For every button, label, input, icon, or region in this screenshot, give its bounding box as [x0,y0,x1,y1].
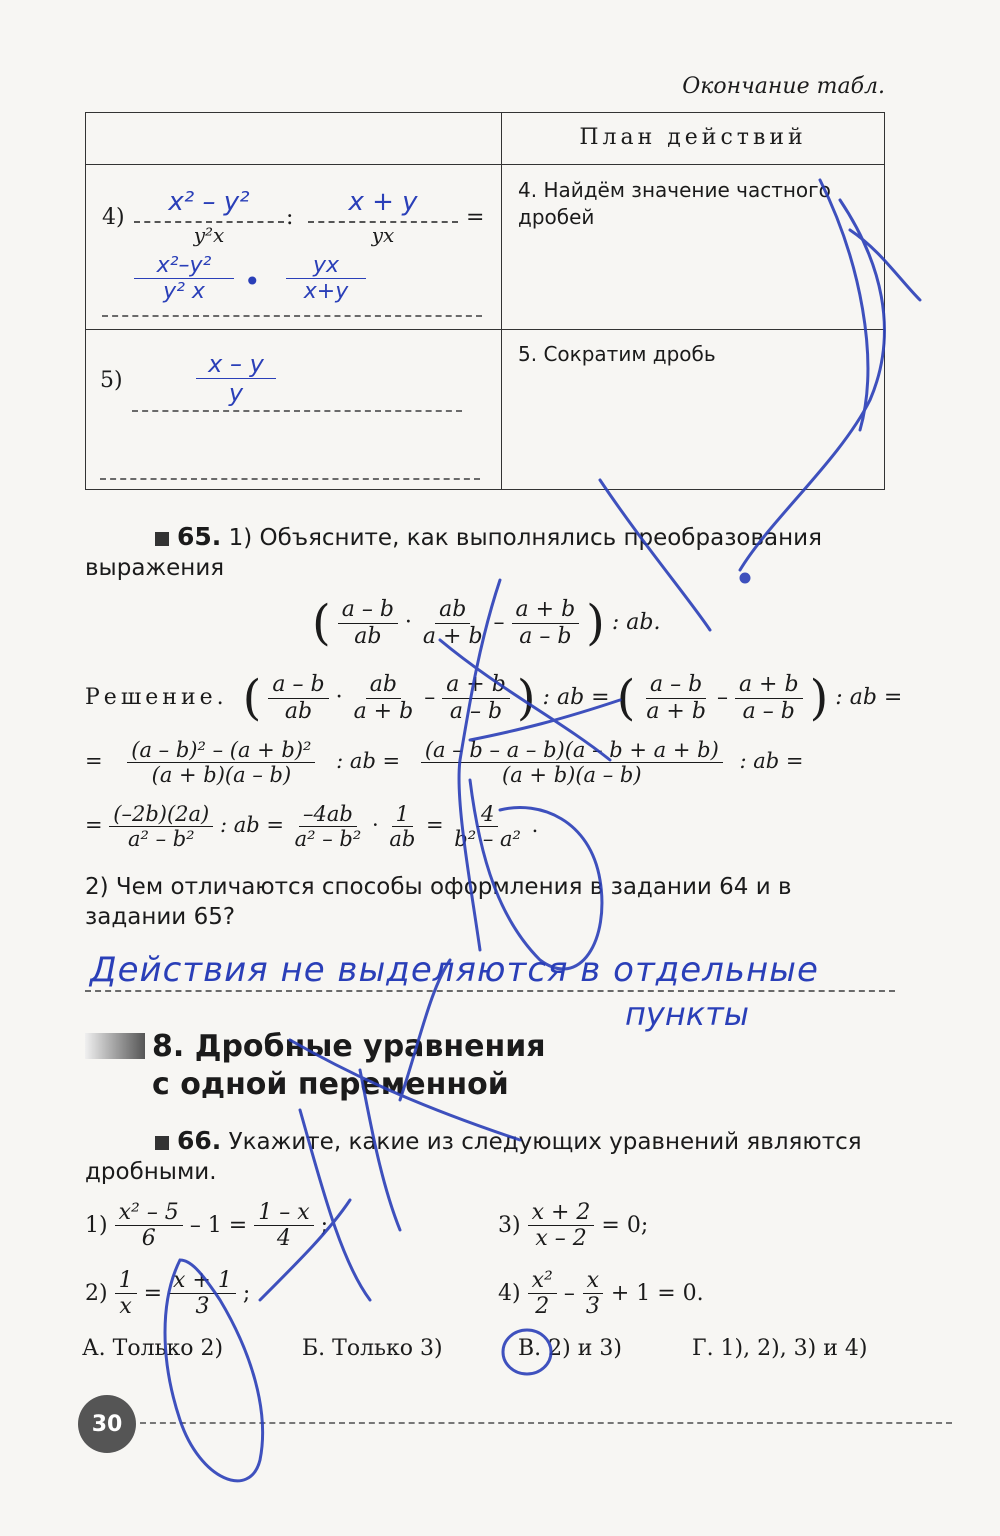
row5-hand-den: y [228,379,244,407]
page-number-badge: 30 [78,1395,136,1453]
sol1-f3-num: a + b [442,672,510,698]
sol3-f1-num: (–2b)(2a) [109,802,213,827]
sol1-fa-num: a – b [646,672,706,698]
row4-right [502,165,885,330]
task66-statement [85,1126,895,1187]
task66-number: 66. [177,1126,222,1155]
row4-frac2 [308,187,458,247]
task65-expression: ( $\frac{a - b}{ab}$ · $\frac{ab}{a + b}$ – $\frac{a + b}{a - b}$ ) : ab. [312,595,661,651]
equation-3 [498,1200,648,1252]
section-heading [152,1028,545,1104]
row4-hand2-frac1 [134,253,234,304]
eq1-mid: – 1 = [189,1212,248,1238]
sol2-end: : ab = [739,749,804,774]
row4-hand2-num2: yx [286,253,366,279]
row4-hand-num2: x + y [308,187,458,223]
row5-right [502,330,885,490]
option-d[interactable]: Г. 1), 2), 3) и 4) [692,1336,868,1361]
expr-tail: : ab. [611,610,661,635]
eq4-f1-den: 2 [535,1294,550,1320]
eq4-end: + 1 = 0. [610,1280,704,1306]
sol1-f1-num: a – b [268,672,328,698]
eq1-number: 1) [85,1212,108,1238]
row4-hand2-den1: y² x [163,279,205,304]
sol1-f1-den: ab [284,698,313,724]
sol1-end: : ab = [835,685,903,710]
eq1-f2-num: 1 – x [254,1200,313,1226]
row4-hand2-dot: • [244,265,261,298]
solution-line-1: Решение. ( $\frac{a - b}{ab}$ · $\frac{ab}{a + b}$ – $\frac{a + b}{a - b}$ ) : ab = ( $\frac{a - b}{a + b}$ – $\frac{a + b}{a - b}$ ) : ab = [85,670,903,726]
sol3-end: . [531,813,539,838]
sol3-mid: : ab = [219,813,284,838]
sol3-f2-den: a² – b² [294,827,362,852]
eq3-f1-num: x + 2 [528,1200,595,1226]
task65-number: 65. [177,522,222,551]
answer-writing-line [85,990,895,992]
row4-number: 4) [102,205,125,230]
row4-hand2-num1: x²–y² [134,253,234,279]
solution-line-2: = $\frac{\text{(a – b)² – (a + b)²}}{(a + b)(a - b)}$ : ab = $\frac{(a - b - a - b)(a - b + a + b)}{(a + b)(a - b)}$ : ab = [85,738,804,788]
continuation-note: Окончание табл. [682,74,885,99]
row5-left [86,330,502,490]
sol1-fb-den: a – b [742,698,795,724]
row4-hand2-frac2 [286,253,366,304]
eq2-number: 2) [85,1280,108,1306]
expr-f3-den: a – b [519,623,572,649]
row4-frac1 [134,187,284,247]
sol2-f1-den: (a + b)(a – b) [151,763,292,788]
sol2-f2-den: (a + b)(a – b) [502,763,642,788]
solution-label: Решение. [85,685,228,710]
table-header-right [502,113,885,165]
row4-step: 4. Найдём значение частного дробей [518,178,831,229]
eq4-number: 4) [498,1280,521,1306]
row4-left [86,165,502,330]
task65-text: 1) Объясните, как выполнялись преобразования выражения [85,525,822,581]
option-a[interactable]: А. Только 2) [82,1336,224,1361]
sol2-mid: : ab = [336,749,401,774]
solution-line-3: = $\frac{(-2b)(2a)}{\text{a² – b²}}$ : ab = $\frac{-4ab}{\text{a² – b²}}$ · $\frac{1}{ab}$ = $\frac{4}{\text{b² – a²}}$ . [85,802,539,852]
option-b[interactable]: Б. Только 3) [302,1336,443,1361]
eq1-end: ; [320,1212,329,1238]
row5-writing-line-2 [100,478,480,480]
eq3-number: 3) [498,1212,521,1238]
equation-4 [498,1268,704,1320]
expr-f2-den: a + b [422,623,483,649]
sol3-f4-num: 4 [477,802,498,827]
eq2-f1-den: x [119,1294,132,1320]
eq2-f2-num: x + 1 [169,1268,236,1294]
eq1-f2-den: 4 [276,1226,291,1252]
handwritten-answer-line-2: пункты [625,995,750,1033]
eq2-f2-den: 3 [195,1294,210,1320]
table-header-left [86,113,502,165]
row5-step: 5. Сократим дробь [518,342,716,366]
plan-table [85,112,885,490]
eq4-mid: – [563,1280,575,1306]
expr-f1-num: a – b [338,597,398,623]
eq4-f1-num: x² [528,1268,557,1294]
sol1-fa-den: a + b [646,698,706,724]
equation-2 [85,1268,250,1320]
task66-marker-icon [155,1136,169,1150]
section-number: 8. [152,1029,185,1064]
section-title-line1: Дробные уравнения [194,1029,546,1064]
sol3-f3-num: 1 [392,802,413,827]
sol3-f3-den: ab [389,827,416,852]
row5-number: 5) [100,368,123,393]
eq4-f2-num: x [583,1268,603,1294]
expr-f3-num: a + b [512,597,580,623]
sol1-f2-num: ab [366,672,401,698]
row4-den1: y²x [193,223,225,247]
sol1-f2-den: a + b [353,698,414,724]
row5-hand-num: x – y [196,350,276,379]
handwritten-answer-line-1: Действия не выделяются в отдельные [90,950,819,990]
eq3-f1-den: x – 2 [535,1226,587,1252]
eq1-f1-num: x² – 5 [115,1200,183,1226]
sol3-dot: · [371,813,379,838]
row5-writing-line-1 [132,410,462,412]
row4-eq: = [466,205,485,230]
sol2-f2-num: (a – b – a – b)(a – b + a + b) [421,738,723,763]
expr-f1-den: ab [354,623,382,649]
sol3-eq: = [426,813,444,838]
eq3-end: = 0; [601,1212,649,1238]
section-title-line2: с одной переменной [152,1067,509,1102]
row4-hand2-den2: x+y [303,279,349,304]
expr-f2-num: ab [435,597,470,623]
task66-text: Укажите, какие из следующих уравнений являются дробными. [85,1129,862,1185]
footer-rule [140,1422,952,1424]
eq4-f2-den: 3 [585,1294,600,1320]
row4-writing-line [102,315,482,317]
eq1-f1-den: 6 [141,1226,156,1252]
row5-hand-frac [196,350,276,407]
task65-statement [85,522,895,583]
option-c[interactable]: В. 2) и 3) [518,1336,622,1361]
eq2-mid: = [143,1280,163,1306]
sol1-tail: : ab = [542,685,610,710]
plan-header: План действий [579,125,807,150]
sol1-f3-den: a – b [449,698,503,724]
sol2-f1-num: (a – b)² – (a + b)² [127,738,315,763]
sol1-fb-num: a + b [735,672,803,698]
sol3-f2-num: –4ab [299,802,357,827]
sol3-f1-den: a² – b² [127,827,195,852]
task65-question-2: 2) Чем отличаются способы оформления в задании 64 и в задании 65? [85,874,792,930]
row4-hand-num1: x² – y² [134,187,284,223]
section-marker [85,1033,145,1059]
task65-marker-icon [155,532,169,546]
eq2-f1-num: 1 [115,1268,137,1294]
row4-op: : [286,205,294,230]
eq2-end: ; [242,1280,251,1306]
row4-den2: yx [371,223,395,247]
sol3-f4-den: b² – a² [454,827,521,852]
equation-1 [85,1200,328,1252]
